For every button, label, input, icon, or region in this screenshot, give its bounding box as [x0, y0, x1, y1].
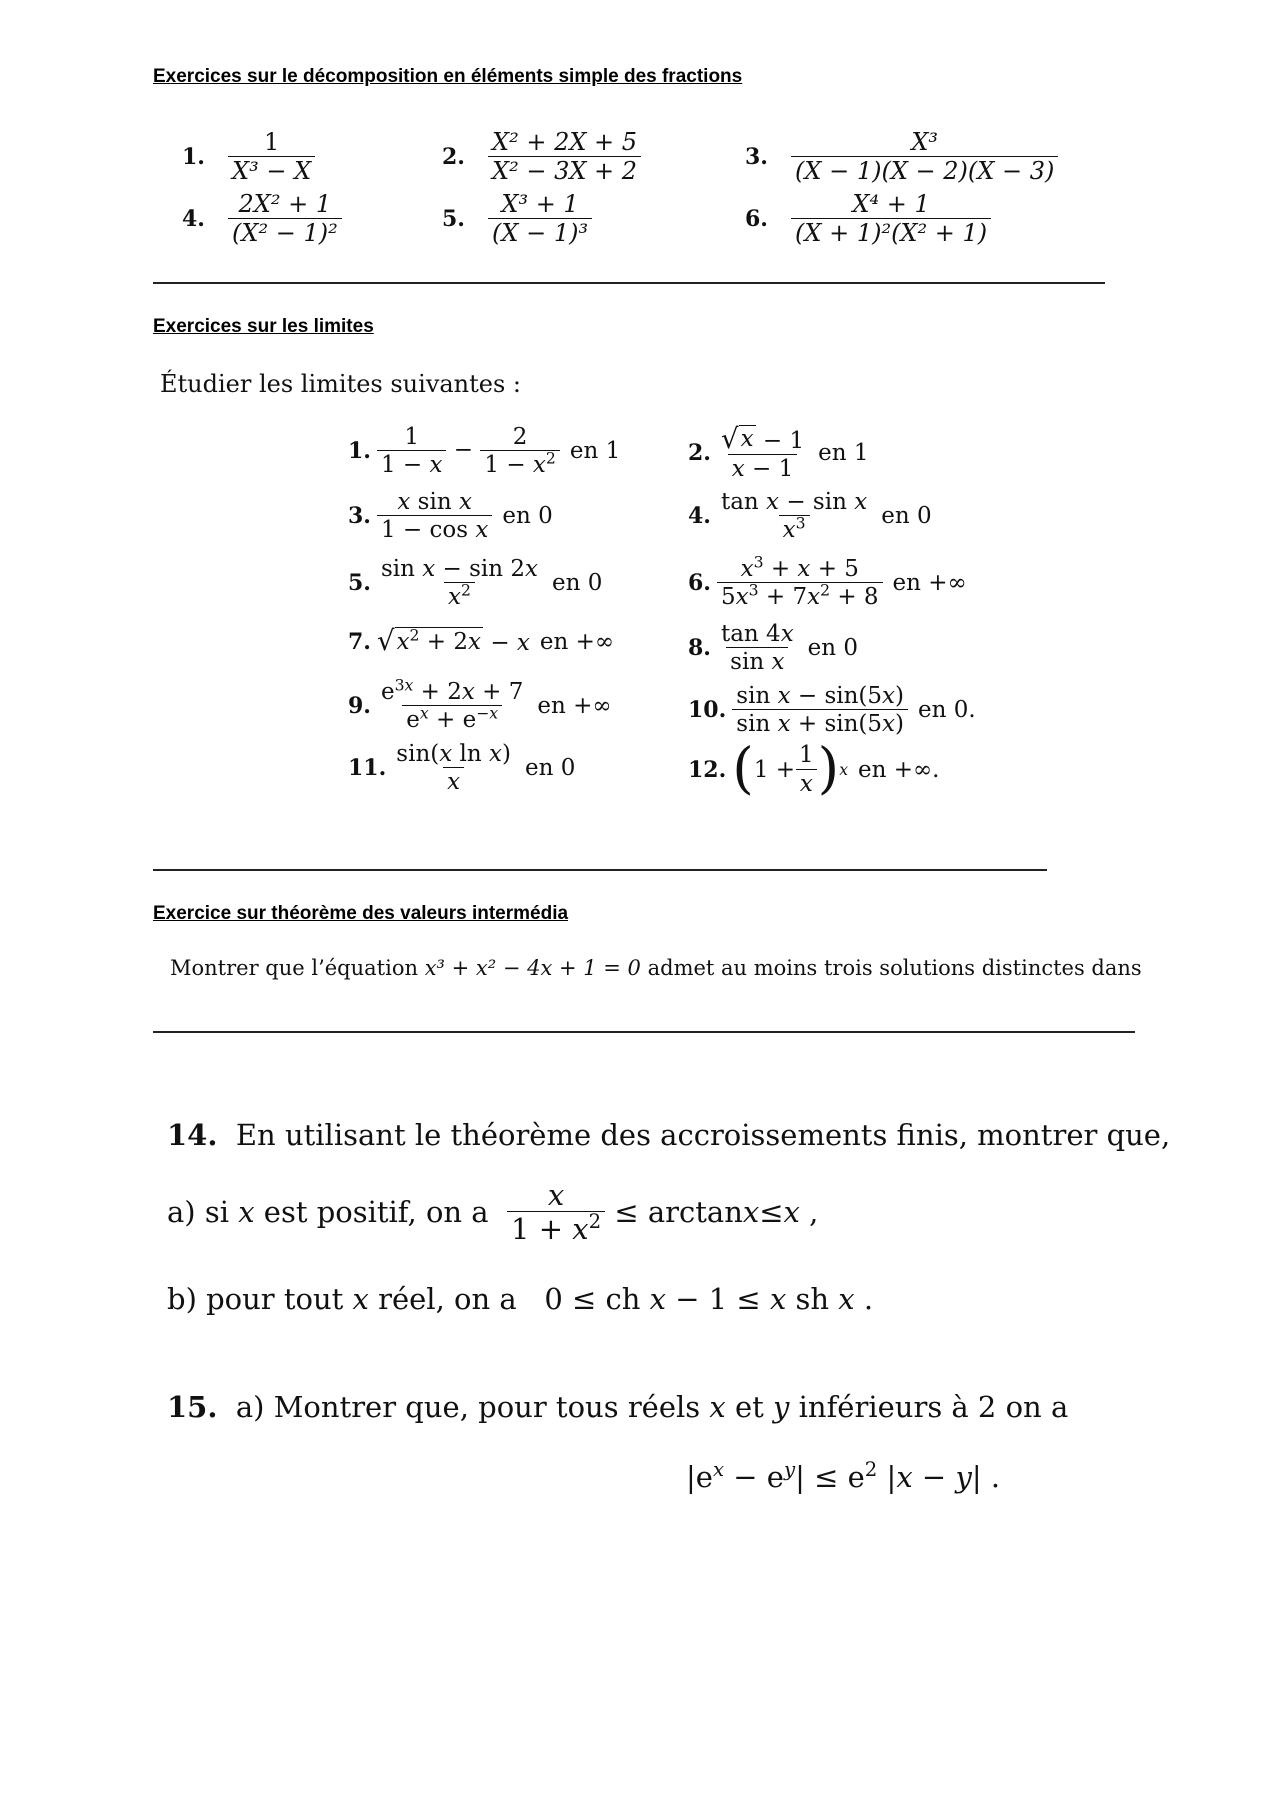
exercise-number: 5.: [442, 206, 465, 233]
limit-point: en 0: [524, 755, 576, 782]
exercise-number: 15.: [167, 1390, 218, 1424]
exercise-number: 2.: [688, 440, 711, 467]
divider: [153, 1031, 1135, 1033]
part-a-label: a) si: [167, 1195, 229, 1230]
exercise-number: 1.: [182, 144, 205, 171]
exercise-14-part-a: a) si x est positif, on a $\frac{x}{1 + x^2}$ ≤ arctan x ≤ x ,: [167, 1178, 819, 1247]
limit-expression: $\frac{1}{1 - x}$ − $\frac{2}{1 - x^2}$: [377, 425, 560, 477]
limit-exercise-7: [348, 624, 615, 657]
limit-point: en 0: [807, 635, 859, 662]
limit-exercise-9: [348, 675, 612, 734]
part-b-text: réel, on a: [378, 1282, 517, 1316]
exercise-number: 6.: [745, 206, 768, 233]
fraction-denominator: (X − 1)³: [488, 218, 592, 246]
exercise-14-part-b: b) pour tout x réel, on a 0 ≤ ch x − 1 ≤ x sh x .: [167, 1282, 874, 1316]
limit-exercise-11: [348, 742, 575, 794]
fraction-denominator: (X + 1)²(X² + 1): [791, 218, 991, 246]
limit-expression: $\frac{\tan 4x}{\text{sin x}}$: [720, 621, 794, 676]
limit-expression: $\frac{\text{sin(x ln x)}}{x}$: [396, 741, 511, 796]
tvi-equation: x³ + x² − 4x + 1 = 0: [424, 956, 641, 980]
limit-exercise-10: [688, 684, 976, 736]
limit-exercise-3: [348, 490, 553, 542]
decomposition-exercise-2: [442, 130, 641, 184]
limit-expression: $\frac{\text{sin x − sin 2x}}{x^2}$: [380, 556, 539, 611]
part-b-label: b) pour tout: [167, 1282, 344, 1316]
divider: [153, 282, 1105, 284]
heading-decomposition: Exercices sur le décomposition en éléments simple des fractions: [153, 66, 743, 87]
tvi-statement-prefix: Montrer que l’équation: [170, 956, 418, 980]
limit-exercise-6: [688, 552, 967, 611]
limit-point: en +∞: [539, 628, 615, 655]
exercise-number: 6.: [688, 570, 711, 597]
limit-expression: $\frac{\text{sin x − sin(5x)}}{\text{sin x + sin(5x)}}$: [732, 684, 908, 736]
exercise-15-intro: 15. a) Montrer que, pour tous réels x et y inférieurs à 2 on a: [167, 1390, 1069, 1424]
decomposition-exercise-3: [745, 130, 1058, 184]
fraction-numerator: 1: [263, 128, 280, 156]
inequality-15: $|e^x - e^y| \le e^2$ |x − y| .: [686, 1458, 1001, 1494]
limit-exercise-4: [688, 490, 932, 542]
exercise-number: 8.: [688, 635, 711, 662]
exercise-15-text-and: et: [734, 1390, 764, 1424]
limit-expression: $\frac{x^3 + x + 5}{5x^3 + 7x^2 + 8}$: [717, 557, 883, 609]
exercise-number: 7.: [348, 628, 371, 655]
exercise-number: 2.: [442, 144, 465, 171]
decomposition-exercise-5: [442, 192, 592, 246]
fraction-denominator: (X − 1)(X − 2)(X − 3): [791, 156, 1058, 184]
exercise-number: 12.: [688, 756, 727, 783]
decomposition-exercise-4: [182, 192, 342, 246]
limit-expression: √ $x^2 + 2x$ − x: [376, 624, 530, 657]
decomposition-exercise-6: [745, 192, 991, 246]
exercise-number: 10.: [688, 697, 727, 724]
limit-expression: √ x − 1 x − 1: [720, 422, 805, 483]
exercise-number: 14.: [167, 1118, 218, 1152]
limit-expression: $\frac{\text{tan x − sin x}}{x^3}$: [720, 489, 868, 544]
heading-tvi: Exercice sur théorème des valeurs intermédia: [153, 903, 569, 924]
part-a-text: est positif, on a: [263, 1195, 489, 1230]
exercise-number: 4.: [182, 206, 205, 233]
fraction-numerator: 2X² + 1: [238, 190, 332, 218]
limit-point: en 0: [881, 503, 932, 530]
limit-exercise-12: [688, 737, 940, 801]
limit-exercise-8: [688, 622, 858, 674]
limit-exercise-1: [348, 425, 620, 477]
limit-point: en 1: [818, 440, 869, 467]
limit-point: en 0: [502, 503, 553, 530]
fraction-denominator: X³ − X: [228, 156, 315, 184]
limit-expression: $\frac{\text{x sin x}}{\text{1 − cos x}}$: [377, 490, 492, 542]
exercise-number: 9.: [348, 693, 371, 720]
exercise-number: 3.: [745, 144, 768, 171]
decomposition-exercise-1: [182, 130, 315, 184]
inequality-a: $\frac{x}{1 + x^2}$ ≤ arctan x ≤ x ,: [507, 1180, 818, 1245]
tvi-statement: [170, 956, 1142, 980]
fraction-denominator: X² − 3X + 2: [488, 156, 641, 184]
exercise-number: 1.: [348, 438, 371, 465]
fraction-numerator: X² + 2X + 5: [492, 128, 638, 156]
exercise-number: 4.: [688, 503, 711, 530]
divider: [153, 869, 1047, 871]
limit-expression: ( 1 + $\frac{1}{x}$ ) x: [732, 737, 849, 801]
limit-point: en 1: [569, 438, 621, 465]
limit-point: en +∞: [537, 693, 612, 720]
exercise-number: 11.: [348, 755, 387, 782]
limit-point: en +∞.: [858, 756, 940, 783]
fraction-denominator: (X² − 1)²: [228, 218, 342, 246]
tvi-statement-suffix: admet au moins trois solutions distinctes dans: [647, 956, 1142, 980]
fraction-numerator: X³ + 1: [501, 190, 579, 218]
inequality-b: 0 ≤ ch x − 1 ≤ x sh x .: [544, 1282, 874, 1316]
fraction-numerator: X⁴ + 1: [852, 190, 930, 218]
limit-point: en 0: [552, 570, 603, 597]
exercise-14-text: En utilisant le théorème des accroissements finis, montrer que,: [235, 1118, 1171, 1152]
exercise-number: 5.: [348, 570, 371, 597]
limit-point: en 0.: [918, 697, 976, 724]
limit-exercise-5: [348, 557, 602, 609]
exercise-number: 3.: [348, 503, 371, 530]
limit-exercise-2: [688, 422, 869, 483]
limit-point: en +∞: [892, 570, 967, 597]
exercise-15-text-b: inférieurs à 2 on a: [798, 1390, 1069, 1424]
exercise-14-intro: [167, 1118, 1170, 1152]
exercise-15-text-a: a) Montrer que, pour tous réels: [235, 1390, 701, 1424]
limits-intro: Étudier les limites suivantes :: [160, 370, 522, 398]
heading-limits: Exercices sur les limites: [153, 316, 374, 337]
fraction-numerator: X³: [911, 128, 939, 156]
limit-expression: $\frac{e^{3x} + 2x + 7}{e^x + e^{-x}}$: [380, 675, 524, 734]
